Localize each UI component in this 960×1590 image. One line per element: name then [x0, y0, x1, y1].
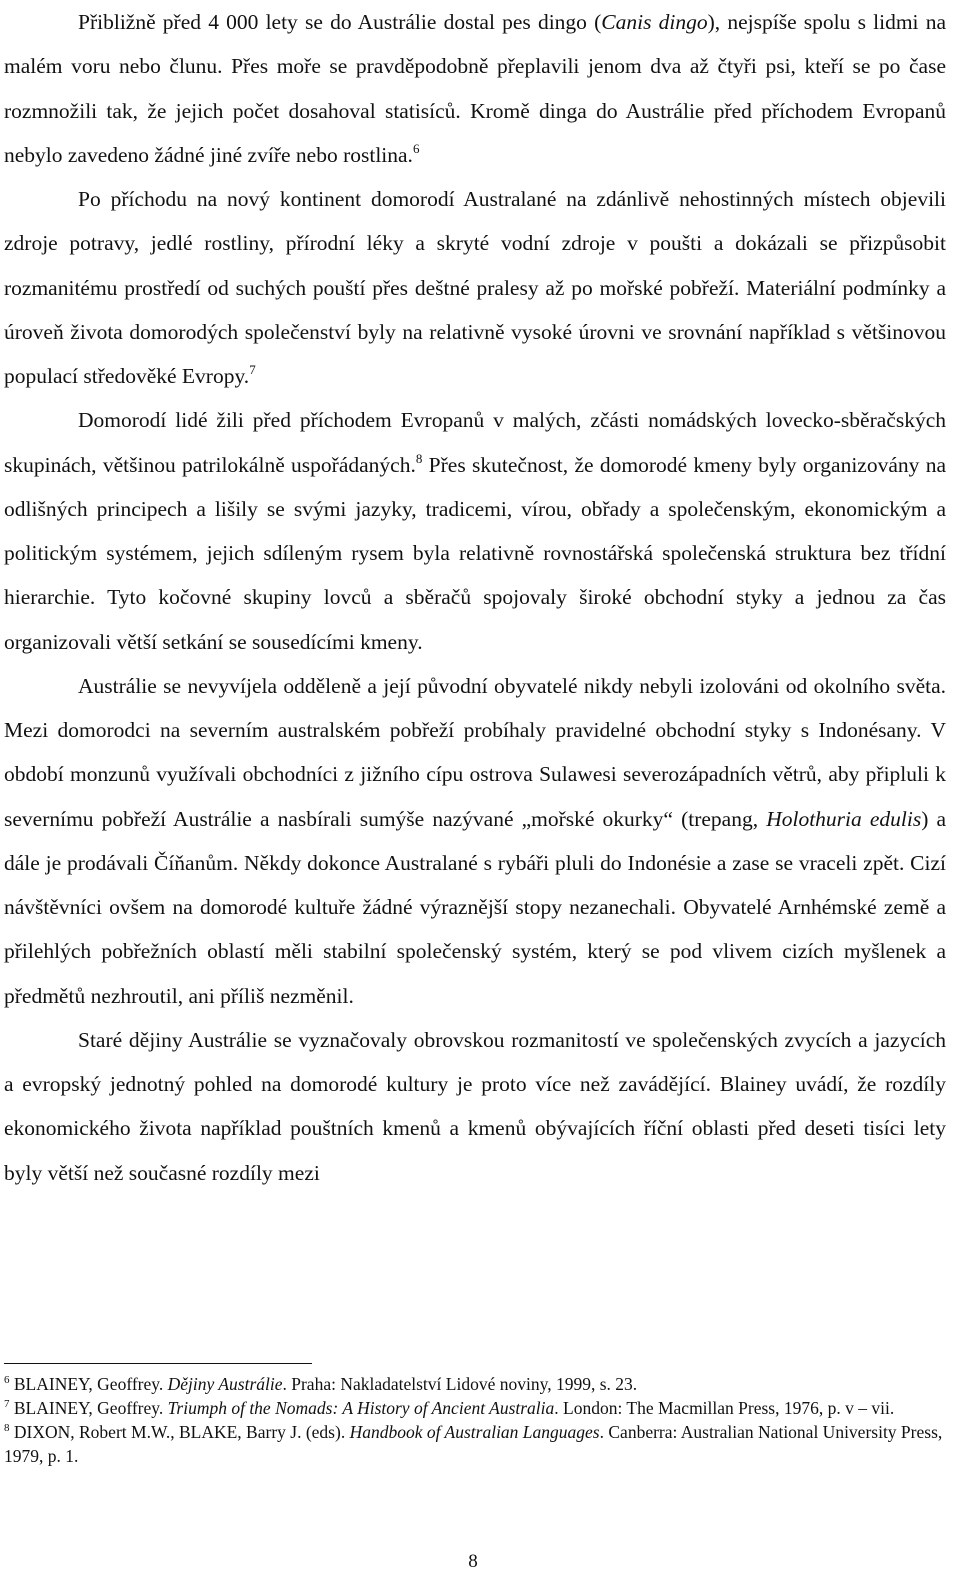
- footnote-6: [4, 1372, 944, 1396]
- footnote-8: [4, 1420, 944, 1468]
- paragraph-1-text-cont: ), nejspíše spolu s lidmi na malém voru nebo člunu. Přes moře se pravděpodobně přeplavili jenom dva až čtyři psi, kteří se po čase rozmnožili tak, že jejich počet dosahoval statisíců. Kromě dinga do Austrálie před příchodem Evropanů nebylo zavedeno žádné jiné zvíře nebo rostlina.: [4, 10, 946, 167]
- paragraph-5: [4, 1018, 946, 1195]
- footnote-title: Triumph of the Nomads: A History of Ancient Australia: [167, 1398, 555, 1418]
- footnote-title: Dějiny Austrálie: [167, 1374, 283, 1394]
- paragraph-2: [4, 177, 946, 398]
- footnote-ref-8[interactable]: 8: [415, 450, 423, 466]
- paragraph-5-text: Staré dějiny Austrálie se vyznačovaly obrovskou rozmanitostí ve společenských zvycích a jazycích a evropský jednotný pohled na domorodé kultury je proto více než zavádějící. Blainey uvádí, že rozdíly ekonomického života například pouštních kmenů a kmenů obývajících říční oblasti před deseti tisíci lety byly větší než současné rozdíly mezi: [4, 1027, 946, 1185]
- paragraph-4-text: Austrálie se nevyvíjela odděleně a její původní obyvatelé nikdy nebyli izolováni od okolního světa. Mezi domorodci na severním australském pobřeží probíhaly pravidelné obchodní styky s Indonésany. V období monzunů využívali obchodníci z jižního cípu ostrova Sulawesi severozápadních větrů, aby připluli k severnímu pobřeží Austrálie a nasbírali sumýše nazývané „mořské okurky“ (trepang,: [4, 673, 946, 831]
- body-text: [4, 0, 946, 1195]
- page-number: 8: [468, 1551, 478, 1572]
- footnote-publication: . Praha: Nakladatelství Lidové noviny, 1999, s. 23.: [282, 1374, 638, 1394]
- footnote-publication: . Canberra: Australian National University Press, 1979, p. 1.: [4, 1422, 943, 1466]
- species-name-dingo: Canis dingo: [601, 10, 708, 34]
- paragraph-3: [4, 398, 946, 664]
- footnotes: [4, 1372, 944, 1468]
- paragraph-3-text-cont: Přes skutečnost, že domorodé kmeny byly organizovány na odlišných principech a lišily se svými jazyky, tradicemi, vírou, obřady a společenským, ekonomickým a politickým systémem, jejich sdíleným rysem byla relativně rovnostářská společenská struktura bez třídní hierarchie. Tyto kočovné skupiny lovců a sběračů spojovaly široké obchodní styky a jednou za čas organizovali větší setkání se sousedícími kmeny.: [4, 452, 946, 654]
- paragraph-4-text-cont: ) a dále je prodávali Číňanům. Někdy dokonce Australané s rybáři pluli do Indonésie a zase se vraceli zpět. Cizí návštěvníci ovšem na domorodé kultuře žádné výraznější stopy nezanechali. Obyvatelé Arnhémské země a přilehlých pobřežních oblastí měli stabilní společenský systém, který se pod vlivem cizích myšlenek a předmětů nezhroutil, ani příliš nezměnil.: [4, 806, 947, 1008]
- species-name-trepang: Holothuria edulis: [766, 806, 922, 831]
- paragraph-1: [4, 0, 946, 177]
- paragraph-3-text: Domorodí lidé žili před příchodem Evropanů v malých, zčásti nomádských lovecko-sběračských skupinách, většinou patrilokálně uspořádaných.: [4, 408, 946, 477]
- paragraph-2-text: Po příchodu na nový kontinent domorodí Australané na zdánlivě nehostinných místech objevili zdroje potravy, jedlé rostliny, přírodní léky a skryté vodní zdroje v poušti a dokázali se přizpůsobit rozmanitému prostředí od suchých pouští přes deštné pralesy až po mořské pobřeží. Materiální podmínky a úroveň života domorodých společenství byly na relativně vysoké úrovni ve srovnání například s většinovou populací středověké Evropy.: [4, 187, 946, 388]
- paragraph-4: [4, 664, 946, 1018]
- paragraph-1-text: Přibližně před 4 000 lety se do Austrálie dostal pes dingo (: [78, 10, 602, 34]
- footnote-author: BLAINEY, Geoffrey.: [9, 1398, 168, 1418]
- footnote-number: 8: [4, 1422, 10, 1434]
- footnote-ref-6[interactable]: 6: [412, 140, 420, 156]
- footnote-publication: . London: The Macmillan Press, 1976, p. v – vii.: [554, 1398, 895, 1418]
- footnote-number: 7: [4, 1398, 10, 1410]
- footnote-number: 6: [4, 1374, 10, 1386]
- footnote-title: Handbook of Australian Languages: [349, 1422, 600, 1442]
- footnote-ref-7[interactable]: 7: [249, 362, 256, 377]
- footnote-7: [4, 1396, 944, 1420]
- footnote-author: BLAINEY, Geoffrey.: [9, 1374, 168, 1394]
- footnote-author: DIXON, Robert M.W., BLAKE, Barry J. (eds).: [9, 1422, 350, 1442]
- footnote-separator: [4, 1363, 312, 1364]
